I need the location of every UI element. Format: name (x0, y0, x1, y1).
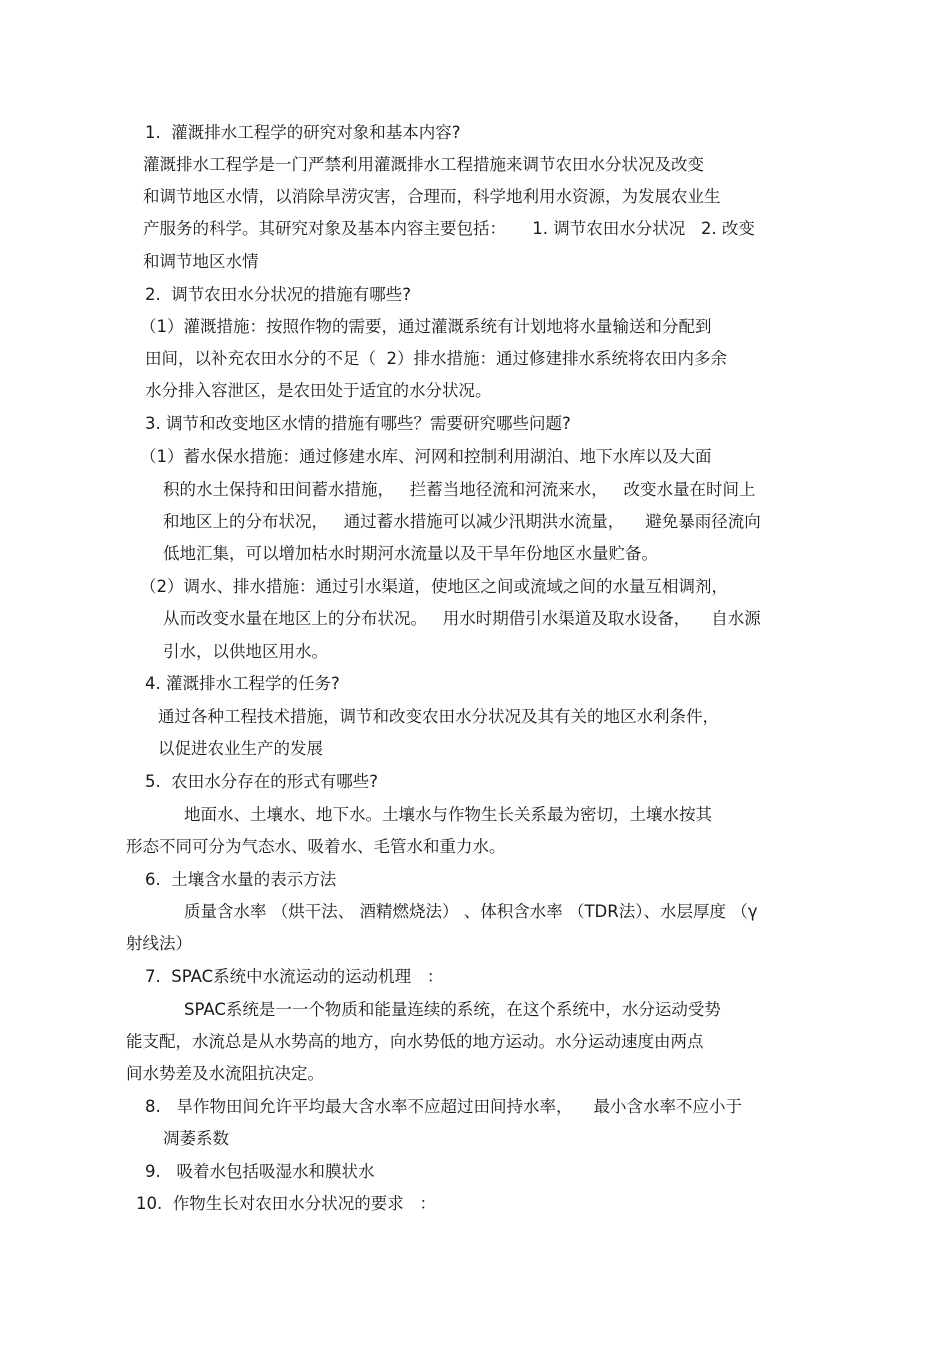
q3-heading: 3. 调节和改变地区水情的措施有哪些？需要研究哪些问题? (145, 414, 571, 433)
q2-answer-line-1: （1）灌溉措施：按照作物的需要，通过灌溉系统有计划地将水量输送和分配到 (140, 317, 712, 336)
q5-heading: 5. 农田水分存在的形式有哪些? (145, 772, 378, 791)
q8-line-1: 8. 旱作物田间允许平均最大含水率不应超过田间持水率， 最小含水率不应小于 (145, 1097, 742, 1116)
q3-answer-line-6: 从而改变水量在地区上的分布状况。 用水时期借引水渠道及取水设备， 自水源 (163, 609, 761, 628)
q9-line: 9. 吸着水包括吸湿水和膜状水 (145, 1162, 375, 1181)
q1-answer-line-1: 灌溉排水工程学是一门严禁利用灌溉排水工程措施来调节农田水分状况及改变 (143, 155, 704, 174)
q5-answer-line-2: 形态不同可分为气态水、吸着水、毛管水和重力水。 (126, 837, 506, 856)
q10-heading: 10. 作物生长对农田水分状况的要求 ： (136, 1194, 436, 1213)
q1-answer-line-4: 和调节地区水情 (143, 252, 259, 271)
q3-answer-line-4: 低地汇集，可以增加枯水时期河水流量以及干旱年份地区水量贮备。 (163, 544, 658, 563)
q3-answer-line-1: （1）蓄水保水措施：通过修建水库、河网和控制利用湖泊、地下水库以及大面 (140, 447, 712, 466)
q2-answer-line-2: 田间，以补充农田水分的不足（ 2）排水措施：通过修建排水系统将农田内多余 (145, 349, 727, 368)
q1-heading: 1. 灌溉排水工程学的研究对象和基本内容? (145, 123, 461, 142)
q1-answer-line-3: 产服务的科学。其研究对象及基本内容主要包括： 1. 调节农田水分状况 2. 改变 (143, 219, 755, 238)
q7-heading: 7. SPAC系统中水流运动的运动机理 ： (145, 967, 444, 986)
q5-answer-line-1: 地面水、土壤水、地下水。土壤水与作物生长关系最为密切，土壤水按其 (184, 805, 712, 824)
q3-answer-line-7: 引水，以供地区用水。 (163, 642, 328, 661)
q4-heading: 4. 灌溉排水工程学的任务? (145, 674, 340, 693)
q3-answer-line-5: （2）调水、排水措施：通过引水渠道，使地区之间或流域之间的水量互相调剂， (140, 577, 728, 596)
q2-heading: 2. 调节农田水分状况的措施有哪些? (145, 285, 411, 304)
q3-answer-line-2: 积的水土保持和田间蓄水措施， 拦蓄当地径流和河流来水， 改变水量在时间上 (163, 480, 756, 499)
q2-answer-line-3: 水分排入容泄区，是农田处于适宜的水分状况。 (145, 381, 492, 400)
q3-answer-line-3: 和地区上的分布状况， 通过蓄水措施可以减少汛期洪水流量， 避免暴雨径流向 (163, 512, 761, 531)
q7-answer-line-1: SPAC系统是一一个物质和能量连续的系统，在这个系统中，水分运动受势 (184, 1000, 721, 1019)
q6-heading: 6. 土壤含水量的表示方法 (145, 870, 337, 889)
q8-line-2: 凋萎系数 (163, 1129, 229, 1148)
q6-answer-line-1: 质量含水率 （烘干法、 酒精燃烧法） 、体积含水率 （TDR法）、水层厚度 （γ (184, 902, 758, 921)
q4-answer-line-2: 以促进农业生产的发展 (158, 739, 323, 758)
q1-answer-line-2: 和调节地区水情，以消除旱涝灾害，合理而，科学地利用水资源，为发展农业生 (143, 187, 721, 206)
q6-answer-line-2: 射线法） (126, 934, 192, 953)
q7-answer-line-2: 能支配，水流总是从水势高的地方，向水势低的地方运动。水分运动速度由两点 (126, 1032, 704, 1051)
q7-answer-line-3: 间水势差及水流阻抗决定。 (126, 1064, 324, 1083)
q4-answer-line-1: 通过各种工程技术措施，调节和改变农田水分状况及其有关的地区水利条件， (158, 707, 719, 726)
